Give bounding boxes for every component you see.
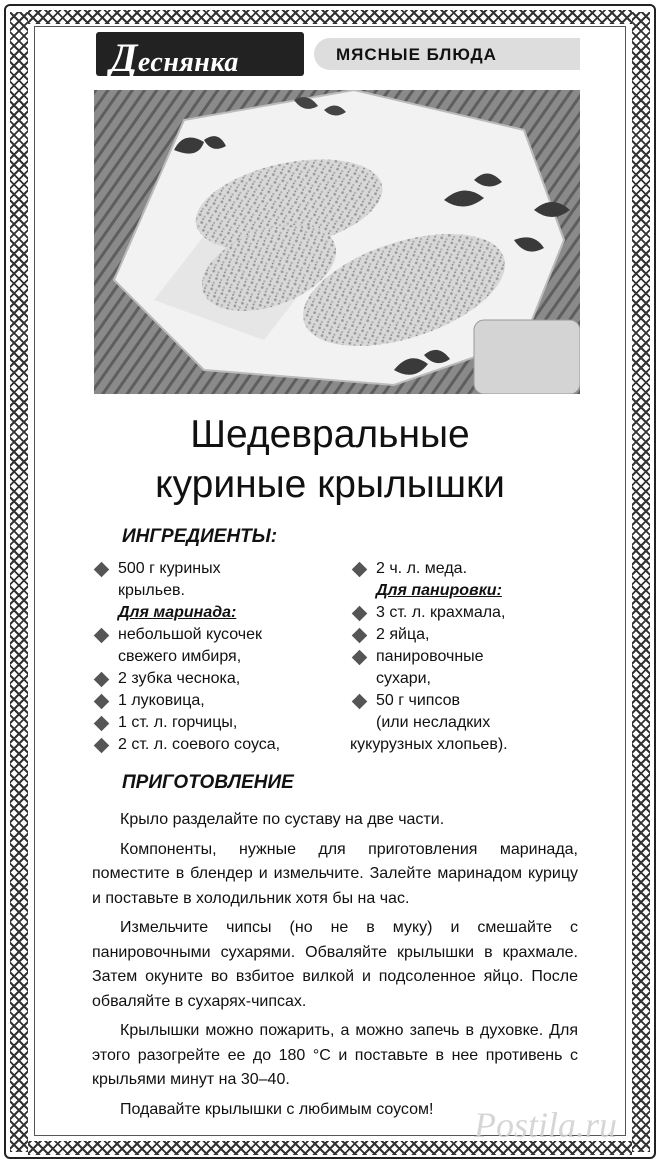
photo-illustration: [94, 90, 580, 394]
diamond-bullet-icon: [94, 628, 110, 644]
list-item: 1 луковица,: [92, 690, 342, 712]
title-line-1: Шедевральные: [190, 413, 470, 456]
list-item: 2 зубка чеснока,: [92, 668, 342, 690]
rubric-badge: [314, 38, 580, 70]
watermark: [426, 1098, 640, 1154]
diamond-bullet-icon: [352, 650, 368, 666]
preparation-heading: ПРИГОТОВЛЕНИЕ: [122, 772, 294, 793]
diamond-bullet-icon: [94, 672, 110, 688]
list-item: 2 ст. л. соевого соуса,: [92, 734, 342, 756]
preparation-paragraph: Крыло разделайте по суставу на две части.: [120, 811, 445, 828]
chicken-wings-photo: [94, 90, 580, 394]
list-item: 1 ст. л. горчицы,: [92, 712, 342, 734]
page-header: [96, 30, 580, 78]
diamond-bullet-icon: [352, 694, 368, 710]
list-item: 3 ст. л. крахмала,: [350, 602, 570, 624]
decorative-border-right: [632, 12, 650, 1152]
diamond-bullet-icon: [352, 562, 368, 578]
list-item: панировочные: [350, 646, 570, 668]
list-item: 2 яйца,: [350, 624, 570, 646]
list-item: небольшой кусочек: [92, 624, 342, 646]
list-item: 50 г чипсов: [350, 690, 570, 712]
ingredients-column-right: [350, 558, 570, 756]
decorative-border-left: [10, 12, 28, 1152]
diamond-bullet-icon: [352, 628, 368, 644]
list-item-continuation: (или несладких: [376, 714, 491, 731]
breading-subheading: Для панировки:: [376, 582, 502, 599]
diamond-bullet-icon: [94, 716, 110, 732]
diamond-bullet-icon: [352, 606, 368, 622]
list-item: 500 г куриных: [92, 558, 342, 580]
list-item-continuation: сухари,: [376, 670, 431, 687]
recipe-title: [60, 410, 600, 510]
diamond-bullet-icon: [94, 738, 110, 754]
decorative-border-top: [28, 10, 632, 24]
logo-text: Деснянка: [110, 35, 239, 80]
list-item-continuation: крыльев.: [118, 582, 185, 599]
title-line-2: куриные крылышки: [155, 463, 505, 506]
diamond-bullet-icon: [94, 694, 110, 710]
watermark-text: Postila.ru: [474, 1105, 618, 1145]
preparation-paragraph: Подавайте крылышки с любимым соусом!: [120, 1100, 434, 1118]
ingredients-heading: ИНГРЕДИЕНТЫ:: [122, 526, 278, 547]
preparation-paragraph: Измельчите чипсы (но не в муку) и смешайте с панировочными сухарями. Обваляйте крылышки в крахмале. Затем окуните во взбитое вилкой и подсоленное яйцо. После обваляйте в сухарях-чипсах.: [92, 919, 578, 1010]
list-item-continuation: свежего имбиря,: [118, 648, 242, 665]
list-item: 2 ч. л. меда.: [350, 558, 570, 580]
ingredients-column-left: [92, 558, 342, 756]
preparation-paragraph: Компоненты, нужные для приготовления маринада, поместите в блендер и измельчите. Залейте маринадом курицу и поставьте в холодильник хотя бы на час.: [92, 840, 578, 907]
marinade-subheading: Для маринада:: [118, 604, 237, 621]
rubric-text: МЯСНЫЕ БЛЮДА: [336, 45, 497, 64]
list-item-continuation: кукурузных хлопьев).: [350, 736, 508, 753]
preparation-text: [92, 808, 578, 1127]
preparation-paragraph: Крылышки можно пожарить, а можно запечь в духовке. Для этого разогрейте ее до 180 °С и поставьте в нее противень с крыльями минут на 30–40.: [92, 1022, 578, 1088]
newspaper-logo: [96, 32, 304, 80]
diamond-bullet-icon: [94, 562, 110, 578]
